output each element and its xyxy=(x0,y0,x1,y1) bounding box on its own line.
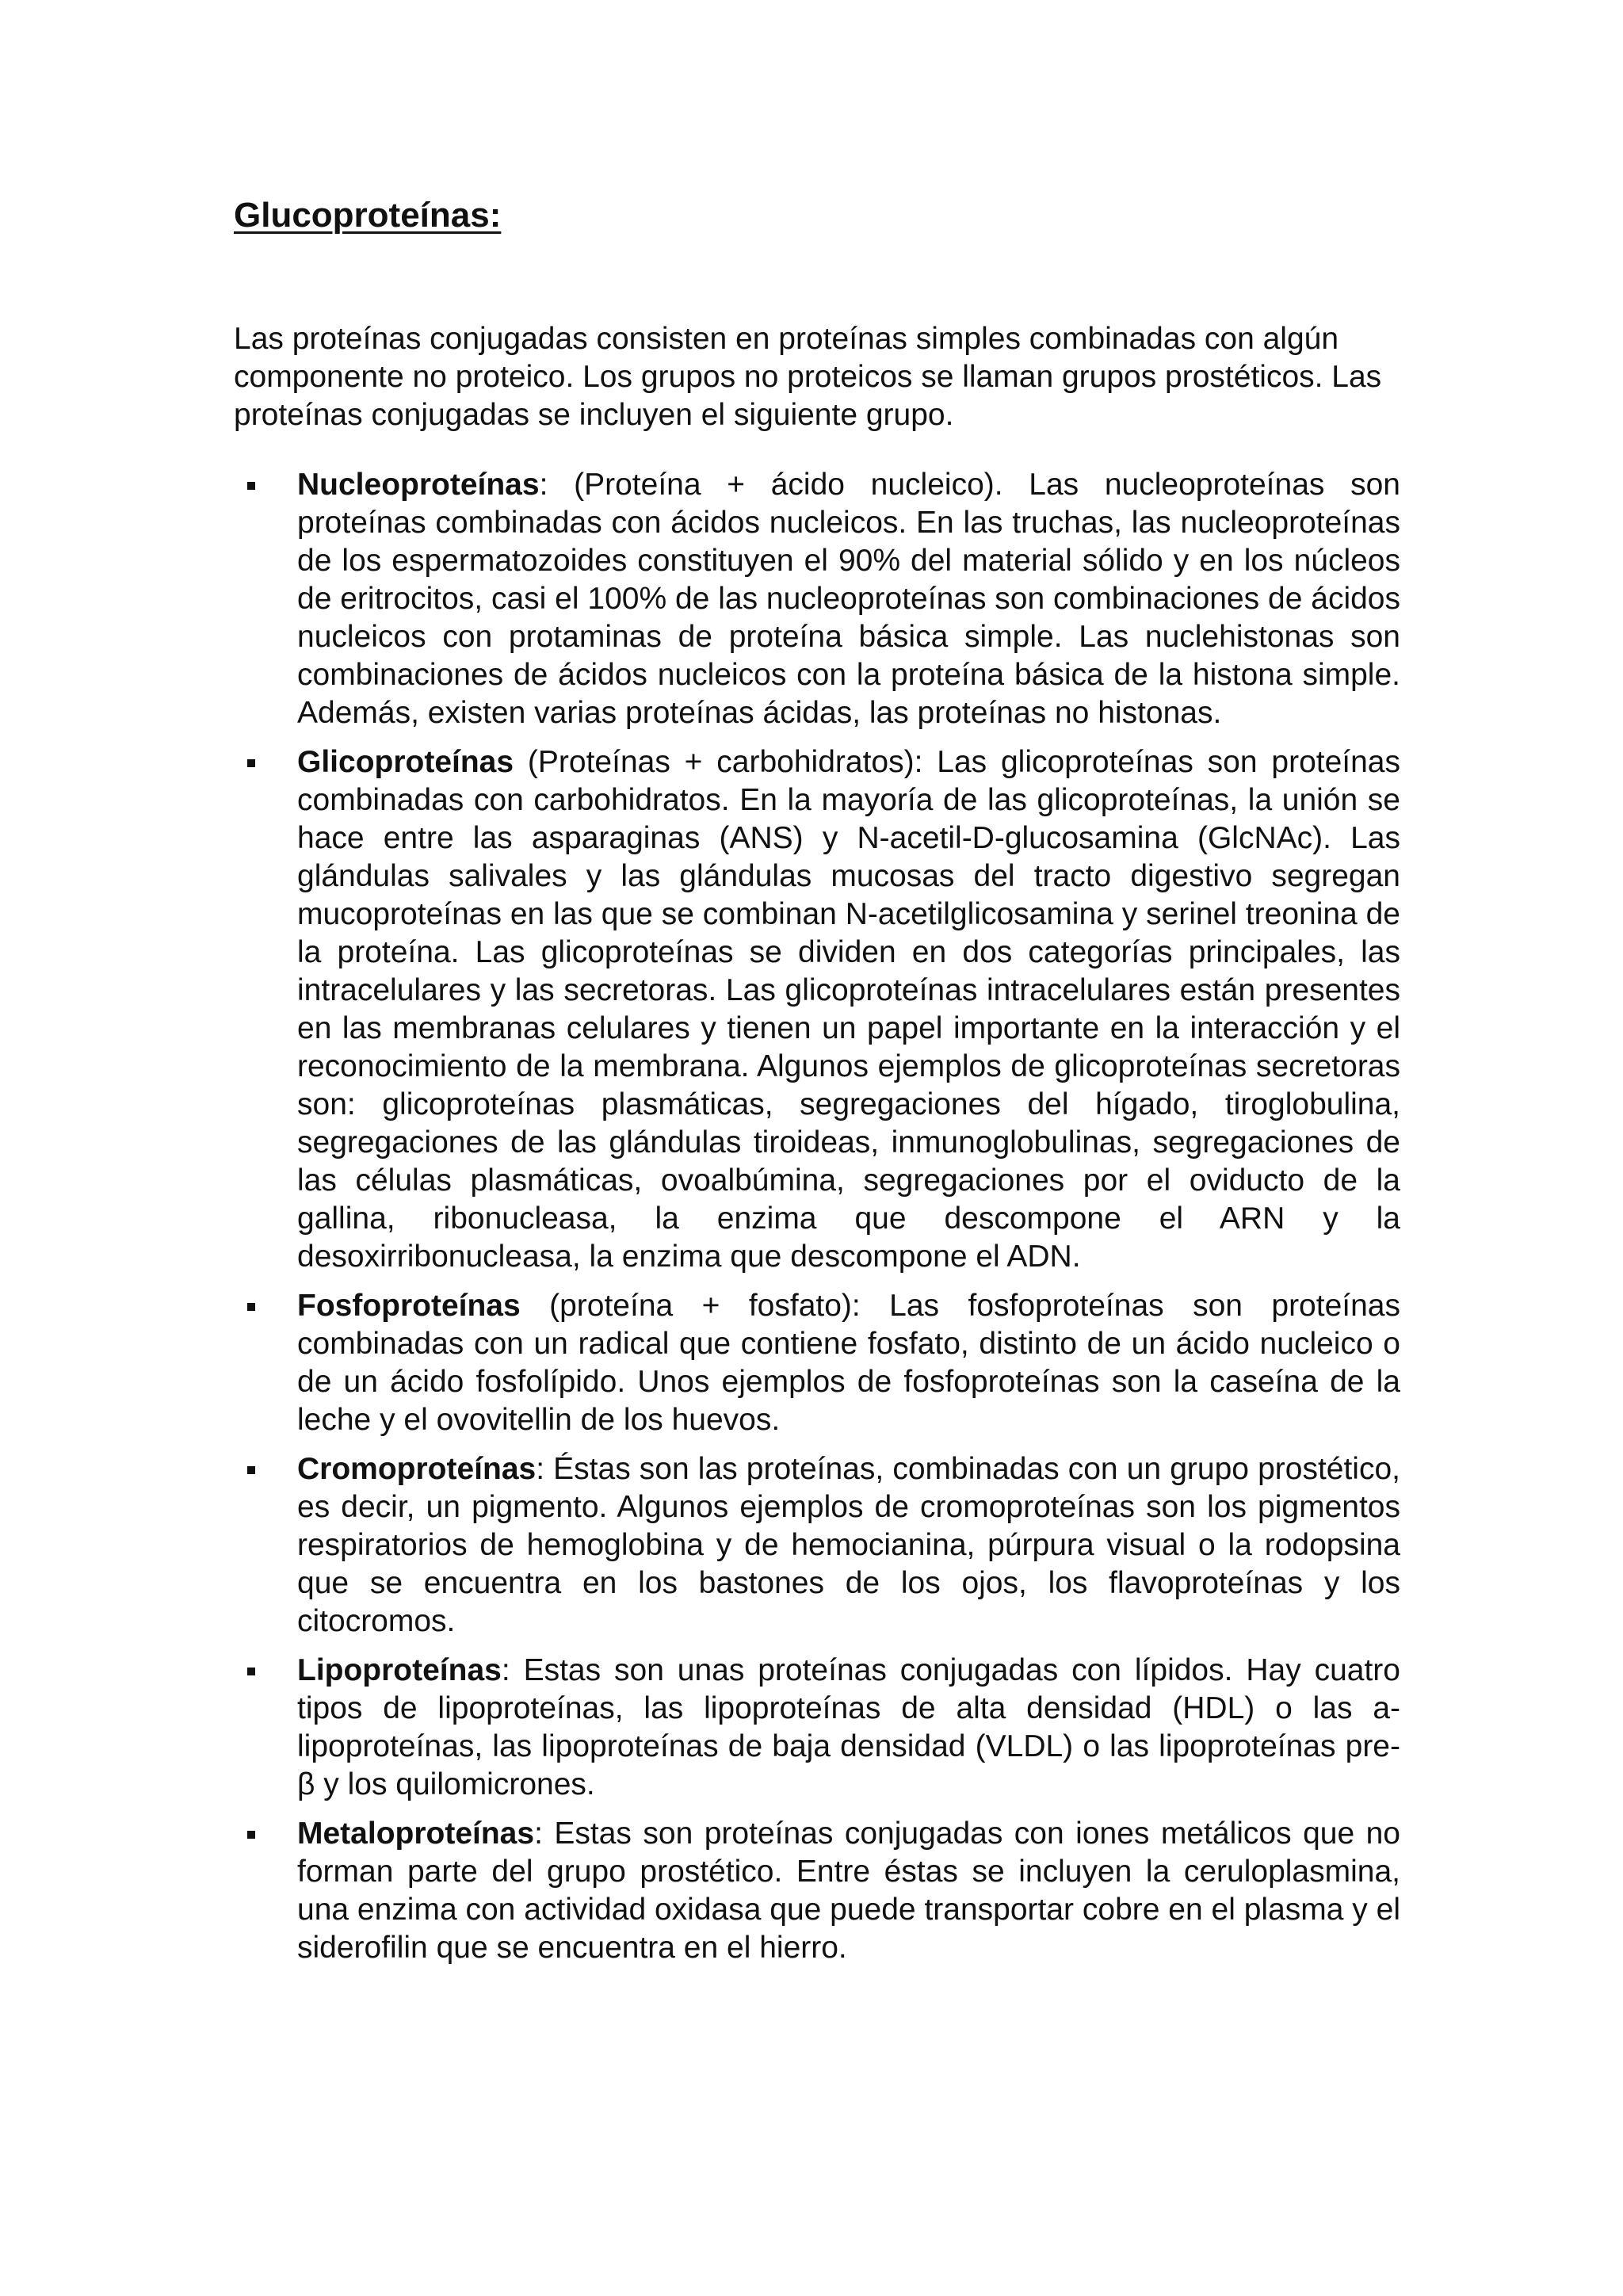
item-text: (Proteínas + carbohidratos): Las glicoproteínas son proteínas combinadas con carbohidratos. En la mayoría de las glicoproteínas, la unión se hace entre las asparaginas (ANS) y N-acetil-D-glucosamina (GlcNAc). Las glándulas salivales y las glándulas mucosas del tracto digestivo segregan mucoproteínas en las que se combinan N-acetilglicosamina y serinel treonina de la proteína. Las glicoproteínas se dividen en dos categorías principales, las intracelulares y las secretoras. Las glicoproteínas intracelulares están presentes en las membranas celulares y tienen un papel importante en la interacción y el reconocimiento de la membrana. Algunos ejemplos de glicoproteínas secretoras son: glicoproteínas plasmáticas, segregaciones del hígado, tiroglobulina, segregaciones de las glándulas tiroideas, inmunoglobulinas, segregaciones de las células plasmáticas, ovoalbúmina, segregaciones por el oviducto de la gallina, ribonucleasa, la enzima que descompone el ARN y la desoxirribonucleasa, la enzima que descompone el ADN. xyxy=(297,745,1400,1274)
square-bullet-icon xyxy=(247,482,255,490)
item-term: Cromoproteínas xyxy=(297,1452,537,1486)
list-item-glicoproteinas xyxy=(234,743,1400,1276)
list-item-nucleoproteinas xyxy=(234,466,1400,732)
square-bullet-icon xyxy=(247,1831,255,1839)
list-item-fosfoproteinas xyxy=(234,1287,1400,1439)
square-bullet-icon xyxy=(247,1303,255,1311)
item-text: : Éstas son las proteínas, combinadas con un grupo prostético, es decir, un pigmento. Algunos ejemplos de cromoproteínas son los pigmentos respiratorios de hemoglobina y de hemocianina, púrpura visual o la rodopsina que se encuentra en los bastones de los ojos, los flavoproteínas y los citocromos. xyxy=(297,1452,1400,1638)
item-text: : (Proteína + ácido nucleico). Las nucleoproteínas son proteínas combinadas con ácidos nucleicos. En las truchas, las nucleoproteínas de los espermatozoides constituyen el 90% del material sólido y en los núcleos de eritrocitos, casi el 100% de las nucleoproteínas son combinaciones de ácidos nucleicos con protaminas de proteína básica simple. Las nuclehistonas son combinaciones de ácidos nucleicos con la proteína básica de la histona simple. Además, existen varias proteínas ácidas, las proteínas no histonas. xyxy=(297,468,1400,730)
item-term: Metaloproteínas xyxy=(297,1817,535,1851)
protein-list xyxy=(234,466,1400,1978)
list-item-metaloproteinas xyxy=(234,1815,1400,1967)
item-text: : Estas son proteínas conjugadas con iones metálicos que no forman parte del grupo prostético. Entre éstas se incluyen la ceruloplasmina, una enzima con actividad oxidasa que puede transportar cobre en el plasma y el siderofilin que se encuentra en el hierro. xyxy=(297,1817,1400,1965)
item-text: : Estas son unas proteínas conjugadas con lípidos. Hay cuatro tipos de lipoproteínas, las lipoproteínas de alta densidad (HDL) o las a-lipoproteínas, las lipoproteínas de baja densidad (VLDL) o las lipoproteínas pre-β y los quilomicrones. xyxy=(297,1653,1400,1801)
square-bullet-icon xyxy=(247,759,255,767)
item-term: Glicoproteínas xyxy=(297,745,514,779)
item-term: Nucleoproteínas xyxy=(297,468,540,502)
item-term: Lipoproteínas xyxy=(297,1653,502,1687)
item-text: (proteína + fosfato): Las fosfoproteínas son proteínas combinadas con un radical que contiene fosfato, distinto de un ácido nucleico o de un ácido fosfolípido. Unos ejemplos de fosfoproteínas son la caseína de la leche y el ovovitellin de los huevos. xyxy=(297,1289,1400,1437)
square-bullet-icon xyxy=(247,1466,255,1474)
page-title: Glucoproteínas: xyxy=(234,196,502,235)
list-item-cromoproteinas xyxy=(234,1450,1400,1641)
list-item-lipoproteinas xyxy=(234,1652,1400,1804)
square-bullet-icon xyxy=(247,1668,255,1675)
item-term: Fosfoproteínas xyxy=(297,1289,521,1323)
intro-paragraph: Las proteínas conjugadas consisten en proteínas simples combinadas con algún componente no proteico. Los grupos no proteicos se llaman grupos prostéticos. Las proteínas conjugadas se incluyen el siguiente grupo. xyxy=(234,322,1382,432)
